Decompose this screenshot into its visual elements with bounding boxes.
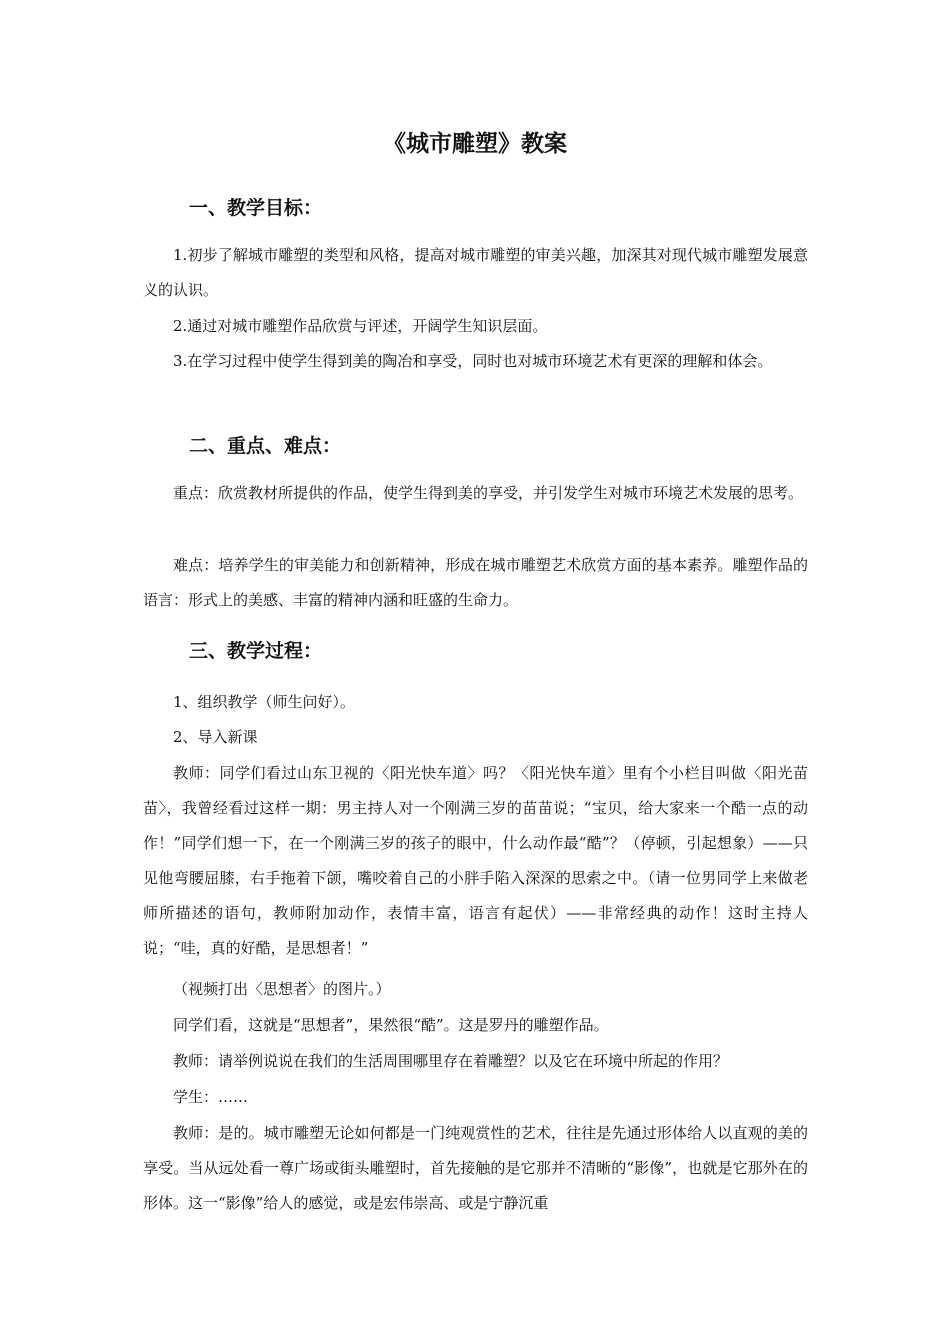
section-heading-objectives: 一、教学目标： xyxy=(189,197,323,219)
process-step-1: 1、组织教学（师生问好）。 xyxy=(173,693,356,711)
section-heading-process: 三、教学过程： xyxy=(189,640,323,662)
process-step-2: 2、导入新课 xyxy=(173,728,258,746)
objective-paragraph-3: 3.在学习过程中使学生得到美的陶冶和享受，同时也对城市环境艺术有更深的理解和体会。 xyxy=(173,352,773,370)
document-title: 《城市雕塑》教案 xyxy=(383,131,567,157)
objective-paragraph-2: 2.通过对城市雕塑作品欣赏与评述，开阔学生知识层面。 xyxy=(173,317,548,335)
objective-paragraph-1: 1.初步了解城市雕塑的类型和风格，提高对城市雕塑的审美兴趣，加深其对现代城市雕塑发展意义的认识。 xyxy=(143,246,808,299)
video-note-paragraph: （视频打出〈思想者〉的图片。） xyxy=(173,980,391,998)
difficulty-paragraph: 难点：培养学生的审美能力和创新精神，形成在城市雕塑艺术欣赏方面的基本素养。雕塑作品的语言：形式上的美感、丰富的精神内涵和旺盛的生命力。 xyxy=(143,556,808,609)
student-answer-paragraph: 学生：…… xyxy=(173,1088,249,1106)
section-heading-key-points: 二、重点、难点： xyxy=(189,435,342,457)
teacher-intro-paragraph: 教师：同学们看过山东卫视的〈阳光快车道〉吗？〈阳光快车道〉里有个小栏目叫做〈阳光苗苗〉，我曾经看过这样一期：男主持人对一个刚满三岁的苗苗说；“宝贝，给大家来一个酷一点的动作！”同学们想一下，在一个刚满三岁的孩子的眼中，什么动作最“酷”？（停顿，引起想象）——只见他弯腰屈膝，右手拖着下颌，嘴咬着自己的小胖手陷入深深的思索之中。（请一位男同学上来做老师所描述的语句，教师附加动作，表情丰富，语言有起伏）——非常经典的动作！这时主持人说；“哇，真的好酷，是思想者！” xyxy=(143,764,808,957)
thinker-paragraph: 同学们看，这就是“思想者”，果然很“酷”。这是罗丹的雕塑作品。 xyxy=(173,1016,609,1034)
teacher-explanation-paragraph: 教师：是的。城市雕塑无论如何都是一门纯观赏性的艺术，往往是先通过形体给人以直观的美的享受。当从远处看一尊广场或街头雕塑时，首先接触的是它那并不清晰的“影像”，也就是它那外在的形体。这一“影像”给人的感觉，或是宏伟崇高、或是宁静沉重 xyxy=(143,1124,808,1212)
key-point-paragraph: 重点：欣赏教材所提供的作品，使学生得到美的享受，并引发学生对城市环境艺术发展的思考。 xyxy=(173,484,804,502)
teacher-question-paragraph: 教师：请举例说说在我们的生活周围哪里存在着雕塑？以及它在环境中所起的作用？ xyxy=(173,1052,729,1070)
